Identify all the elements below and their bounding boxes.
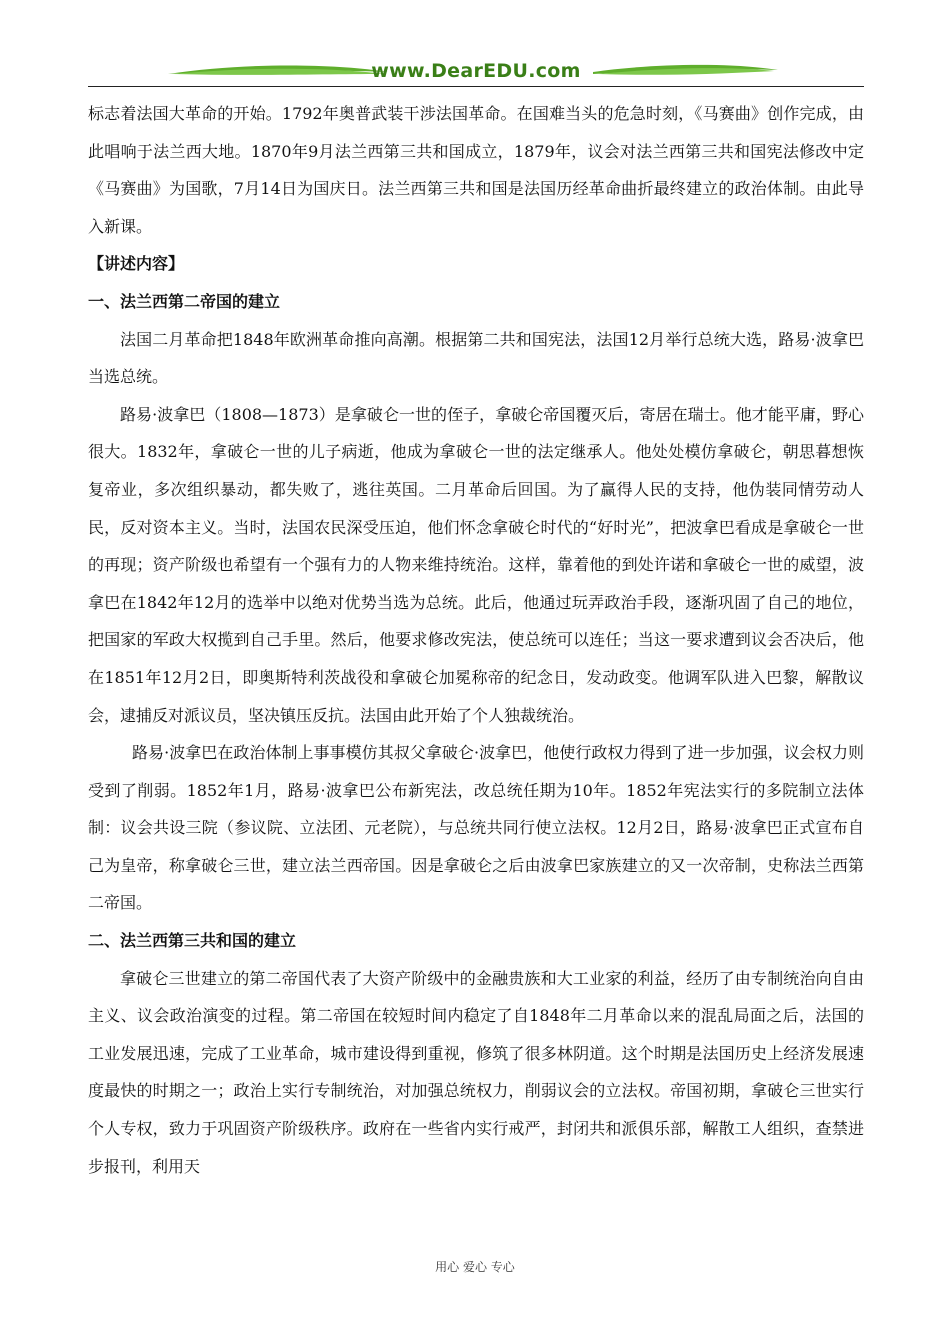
- page-footer: 用心 爱心 专心: [435, 1260, 515, 1274]
- section-heading-2: 二、法兰西第三共和国的建立: [88, 931, 297, 951]
- page-header: [88, 52, 864, 90]
- section-heading-1: 一、法兰西第二帝国的建立: [88, 291, 281, 311]
- body-paragraph: 路易·波拿巴在政治体制上事事模仿其叔父拿破仑·波拿巴，他使行政权力得到了进一步加强，议会权力则受到了削弱。1852年1月，路易·波拿巴公布新宪法，改总统任期为10年。1852年宪法实行的多院制立法体制：议会共设三院（参议院、立法团、元老院），与总统共同行使立法权。12月2日，路易·波拿巴正式宣布自己为皇帝，称拿破仑三世，建立法兰西帝国。因是拿破仑之后由波拿巴家族建立的又一次帝制，史称法兰西第二帝国。: [88, 743, 864, 913]
- body-paragraph: 法国二月革命把1848年欧洲革命推向高潮。根据第二共和国宪法，法国12月举行总统大选，路易·波拿巴当选总统。: [88, 329, 864, 387]
- site-logo-text: www.DearEDU.com: [371, 60, 581, 82]
- body-paragraph: 拿破仑三世建立的第二帝国代表了大资产阶级中的金融贵族和大工业家的利益，经历了由专制统治向自由主义、议会政治演变的过程。第二帝国在较短时间内稳定了自1848年二月革命以来的混乱局面之后，法国的工业发展迅速，完成了工业革命，城市建设得到重视，修筑了很多林阴道。这个时期是法国历史上经济发展速度最快的时期之一；政治上实行专制统治，对加强总统权力，削弱议会的立法权。帝国初期，拿破仑三世实行个人专权，致力于巩固资产阶级秩序。政府在一些省内实行戒严，封闭共和派俱乐部，解散工人组织，查禁进步报刊，利用天: [88, 968, 864, 1176]
- section-label: 【讲述内容】: [88, 254, 185, 274]
- header-divider: [88, 86, 864, 87]
- intro-paragraph: 标志着法国大革命的开始。1792年奥普武装干涉法国革命。在国难当头的危急时刻，《马赛曲》创作完成，由此唱响于法兰西大地。1870年9月法兰西第三共和国成立，1879年，议会对法兰西第三共和国宪法修改中定《马赛曲》为国歌，7月14日为国庆日。法兰西第三共和国是法国历经革命曲折最终建立的政治体制。由此导入新课。: [88, 104, 864, 236]
- document-body: [88, 95, 864, 1185]
- body-paragraph: 路易·波拿巴（1808—1873）是拿破仑一世的侄子，拿破仑帝国覆灭后，寄居在瑞士。他才能平庸，野心很大。1832年，拿破仑一世的儿子病逝，他成为拿破仑一世的法定继承人。他处处模仿拿破仑，朝思暮想恢复帝业，多次组织暴动，都失败了，逃往英国。二月革命后回国。为了赢得人民的支持，他伪装同情劳动人民，反对资本主义。当时，法国农民深受压迫，他们怀念拿破仑时代的“好时光”，把波拿巴看成是拿破仑一世的再现；资产阶级也希望有一个强有力的人物来维持统治。这样，靠着他的到处许诺和拿破仑一世的威望，波拿巴在1842年12月的选举中以绝对优势当选为总统。此后，他通过玩弄政治手段，逐渐巩固了自己的地位，把国家的军政大权揽到自己手里。然后，他要求修改宪法，使总统可以连任；当这一要求遭到议会否决后，他在1851年12月2日，即奥斯特利茨战役和拿破仑加冕称帝的纪念日，发动政变。他调军队进入巴黎，解散议会，逮捕反对派议员，坚决镇压反抗。法国由此开始了个人独裁统治。: [88, 404, 864, 725]
